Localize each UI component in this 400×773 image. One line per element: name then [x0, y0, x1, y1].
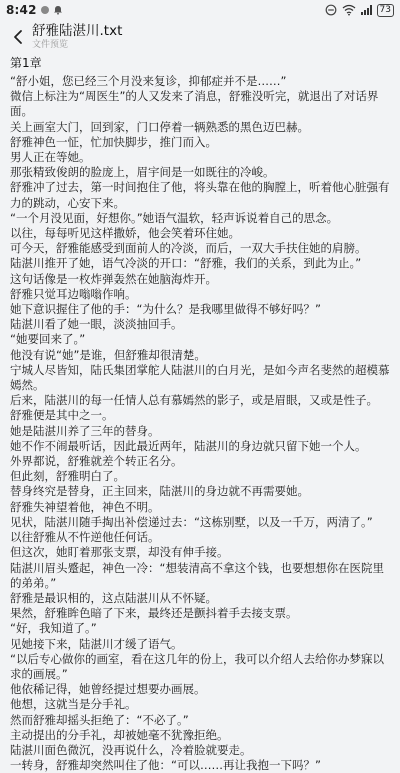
paragraph: 但此刻，舒雅明白了。: [10, 469, 125, 484]
paragraph: 后来，陆湛川的每一任情人总有慕嫣然的影子，或是眉眼，又或是性子。: [10, 393, 378, 408]
paragraph: 然而舒雅却摇头拒绝了：“不必了。”: [10, 712, 189, 727]
paragraph: 舒雅只觉耳边嗡嗡作响。: [10, 286, 137, 301]
paragraph: 舒雅是最识相的，这点陆湛川从不怀疑。: [10, 590, 217, 605]
paragraph: 男人正在等她。: [10, 150, 91, 165]
paragraph: 舒雅便是其中之一。: [10, 408, 114, 423]
paragraph: 见她接下来，陆湛川才缓了语气。: [10, 636, 183, 651]
back-button[interactable]: [8, 24, 28, 50]
paragraph: “她要回来了。”: [10, 332, 86, 347]
paragraph: 舒雅失神望着他，神色不明。: [10, 499, 160, 514]
paragraph: 她下意识握住了他的手：“为什么？是我哪里做得不够好吗？”: [10, 302, 321, 317]
paragraph: “舒小姐，您已经三个月没来复诊，抑郁症并不是……”: [10, 74, 287, 88]
status-right: [325, 4, 394, 17]
paragraph: 他没有说“她”是谁，但舒雅却很清楚。: [10, 347, 206, 362]
paragraph: 这句话像是一枚炸弹轰然在她脑海炸开。: [10, 271, 217, 286]
paragraph: 以往舒雅从不忤逆他任何话。: [10, 530, 160, 545]
paragraph: 舒雅冲了过去，第一时间抱住了他，将头靠在他的胸膛上，听着他心脏强有力的跳动，心安下来。: [10, 180, 390, 210]
paragraph: 替身终究是替身，正主回来，陆湛川的身边就不再需要她。: [10, 484, 309, 499]
document-content[interactable]: [10, 56, 392, 773]
battery-icon: [377, 4, 394, 17]
paragraph: 微信上标注为“周医生”的人又发来了消息，舒雅没听完，就退出了对话界面。: [10, 89, 379, 119]
paragraph: 但这次，她盯着那张支票，却没有伸手接。: [10, 545, 229, 560]
paragraph: 主动提出的分手礼，却被她毫不犹豫拒绝。: [10, 727, 229, 742]
paragraph: “以后专心做你的画室，看在这几年的份上，我可以介绍人去给你办梦寐以求的画展。”: [10, 651, 384, 681]
paragraph-list: [10, 74, 392, 773]
paragraph: 陆湛川推开了她，语气冷淡的开口：“舒雅，我们的关系，到此为止。”: [10, 256, 362, 271]
paragraph: 她是陆湛川养了三年的替身。: [10, 423, 160, 438]
chapter-title: 第1章: [10, 56, 42, 70]
paragraph: 以往，每每听见这样撒娇，他会笑着环住她。: [10, 226, 240, 241]
signal-icon: [361, 5, 372, 15]
notification-dot-icon: [41, 6, 49, 14]
app-header: [0, 20, 400, 54]
title-group: [32, 23, 122, 51]
paragraph: 关上画室大门，回到家，门口停着一辆熟悉的黑色迈巴赫。: [10, 119, 309, 134]
paragraph: 一转身，舒雅却突然叫住了他：“可以……再让我抱一下吗？”: [10, 758, 321, 773]
paragraph: 果然，舒雅眸色暗了下来，最终还是颤抖着手去接支票。: [10, 606, 298, 621]
paragraph: “一个月没见面，好想你。”她语气温软，轻声诉说着自己的思念。: [10, 210, 339, 225]
paragraph: 她不作不闹最听话，因此最近两年，陆湛川的身边就只留下她一个人。: [10, 438, 367, 453]
paragraph: 他依稀记得，她曾经提过想要办画展。: [10, 682, 206, 697]
paragraph: “好，我知道了。”: [10, 621, 97, 636]
paragraph: 他想，这就当是分手礼。: [10, 697, 137, 712]
paragraph: 宁城人尽皆知，陆氏集团掌舵人陆湛川的白月光，是如今声名斐然的超模慕嫣然。: [10, 362, 390, 393]
status-time: 8:42: [6, 3, 37, 17]
battery-level: 73: [379, 4, 391, 15]
wifi-icon: [342, 4, 356, 16]
paragraph: 舒雅神色一怔，忙加快脚步，推门而入。: [10, 134, 217, 149]
notification-bell-icon: [53, 5, 63, 15]
paragraph: 陆湛川面色微沉，没再说什么，冷着脸就要走。: [10, 742, 252, 757]
file-title: 舒雅陆湛川.txt: [32, 23, 123, 39]
paragraph: 外界都说，舒雅就差个转正名分。: [10, 454, 183, 469]
do-not-disturb-icon: [325, 4, 337, 16]
file-subtitle: 文件预览: [32, 40, 69, 50]
status-left: [6, 3, 63, 17]
paragraph: 见状，陆湛川随手掏出补偿递过去：“这栋别墅，以及一千万，两清了。”: [10, 514, 373, 529]
back-arrow-icon: [13, 29, 23, 45]
paragraph: 陆湛川眉头蹙起，神色一冷：“想装清高不拿这个钱，也要想想你在医院里的弟弟。”: [10, 560, 384, 590]
paragraph: 可今天，舒雅能感受到面前人的冷淡，而后，一双大手扶住她的肩膀。: [10, 241, 367, 256]
paragraph: 陆湛川看了她一眼，淡淡抽回手。: [10, 317, 183, 332]
status-bar: [0, 0, 400, 20]
paragraph: 那张精致俊朗的脸庞上，眉宇间是一如既往的冷峻。: [10, 165, 275, 180]
